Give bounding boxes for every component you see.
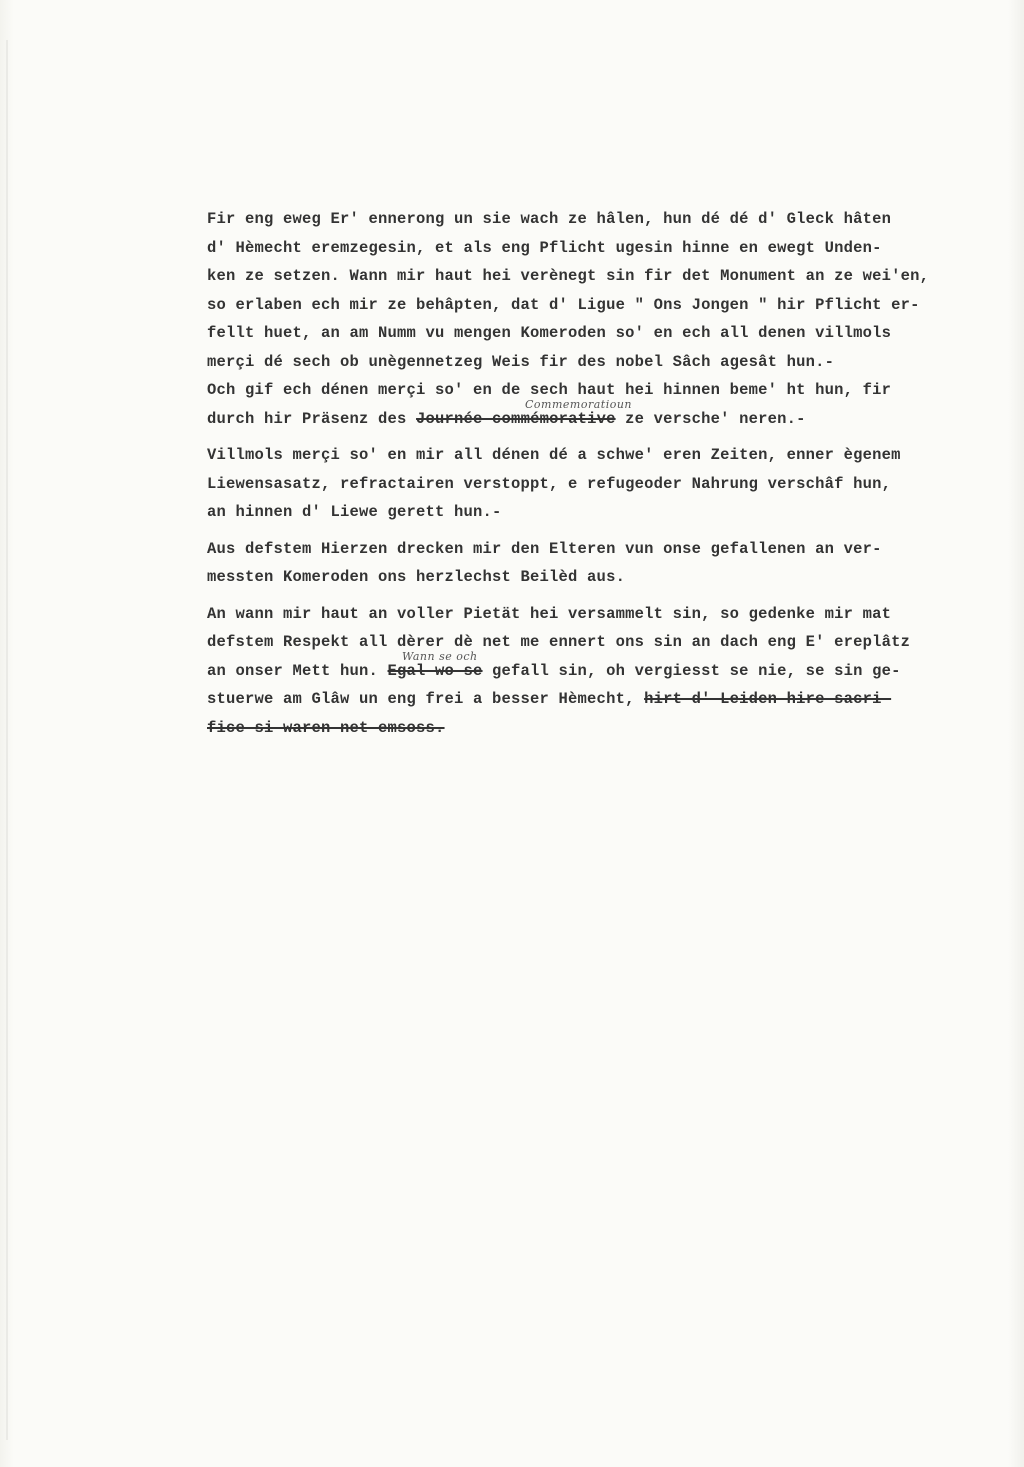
struck-text: Journée commémorative bbox=[416, 409, 616, 428]
paragraph-1 bbox=[207, 205, 1017, 433]
struck-text: fice si waren net emsoss. bbox=[207, 718, 445, 737]
text-line: Och gif ech dénen merçi so' en de sech haut hei hinnen beme' ht hun, fir bbox=[207, 381, 892, 399]
struck-text: Egal wo se bbox=[387, 661, 483, 680]
text-line: Villmols merçi so' en mir all dénen dé a schwe' eren Zeiten, enner ègenem bbox=[207, 446, 901, 464]
text-line: defstem Respekt all dèrer dè net me ennert ons sin an dach eng E' ereplâtz bbox=[207, 633, 911, 651]
paragraph-2 bbox=[207, 441, 1017, 527]
text-line: an hinnen d' Liewe gerett hun.- bbox=[207, 503, 502, 521]
text-line bbox=[207, 397, 1017, 434]
struck-text: hirt d' Leiden hire sacri- bbox=[644, 690, 892, 708]
text-line: ken ze setzen. Wann mir haut hei verènegt sin fir det Monument an ze wei'en, bbox=[207, 267, 930, 285]
text-fragment: durch hir Präsenz des bbox=[207, 409, 417, 428]
paragraph-4 bbox=[207, 600, 1017, 743]
text-line bbox=[207, 649, 1017, 686]
paper-edge bbox=[6, 40, 8, 1440]
text-fragment: stuerwe am Glâw un eng frei a besser Hèmecht, bbox=[207, 690, 645, 708]
text-line bbox=[207, 685, 1017, 714]
text-fragment: an onser Mett hun. bbox=[207, 661, 388, 680]
typed-letter-body bbox=[207, 205, 1017, 750]
text-fragment: ze versche' neren.- bbox=[615, 409, 806, 428]
text-line: messten Komeroden ons herzlechst Beilèd aus. bbox=[207, 568, 626, 586]
text-line: Liewensasatz, refractairen verstoppt, e refugeoder Nahrung verschâf hun, bbox=[207, 474, 892, 493]
text-line: merçi dé sech ob unègennetzeg Weis fir des nobel Sâch agesât hun.- bbox=[207, 352, 835, 371]
text-line: An wann mir haut an voller Pietät hei versammelt sin, so gedenke mir mat bbox=[207, 604, 892, 623]
text-line: Fir eng eweg Er' ennerong un sie wach ze hâlen, hun dé dé d' Gleck hâten bbox=[207, 210, 892, 228]
text-fragment: gefall sin, oh vergiesst se nie, se sin ge- bbox=[482, 661, 901, 680]
text-line: so erlaben ech mir ze behâpten, dat d' Ligue " Ons Jongen " hir Pflicht er- bbox=[207, 295, 920, 314]
text-line bbox=[207, 714, 1017, 743]
text-line: Aus defstem Hierzen drecken mir den Elteren vun onse gefallenen an ver- bbox=[207, 539, 882, 558]
handwritten-annotation: Commemoratioun bbox=[525, 397, 633, 411]
text-line: fellt huet, an am Numm vu mengen Komeroden so' en ech all denen villmols bbox=[207, 324, 892, 342]
handwritten-annotation: Wann se och bbox=[402, 649, 478, 663]
text-line: d' Hèmecht eremzegesin, et als eng Pflicht ugesin hinne en ewegt Unden- bbox=[207, 238, 882, 257]
paragraph-3 bbox=[207, 535, 1017, 592]
